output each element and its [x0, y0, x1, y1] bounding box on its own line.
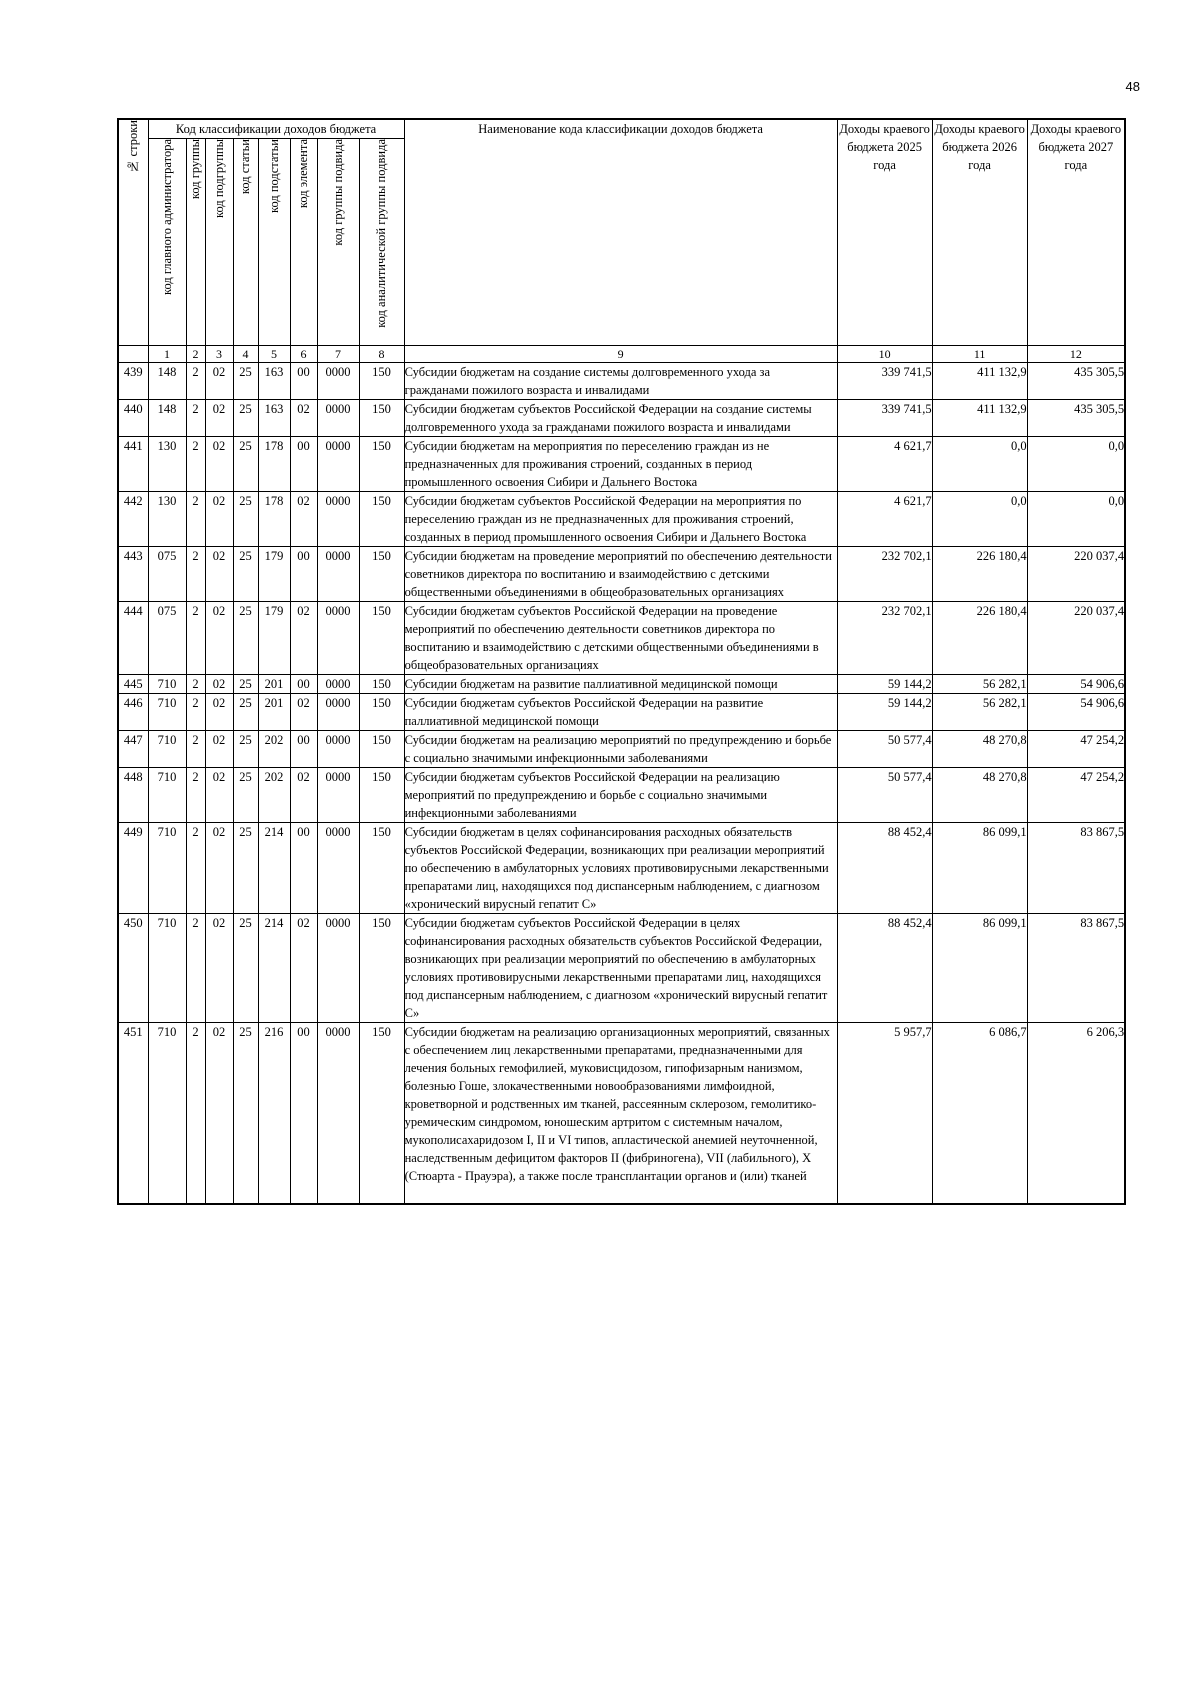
code-element: 02	[290, 492, 317, 547]
income-2026: 86 099,1	[932, 914, 1027, 1023]
code-subgroup: 02	[205, 1023, 233, 1205]
income-name: Субсидии бюджетам на создание системы долговременного ухода за гражданами пожилого возраста и инвалидами	[404, 363, 837, 400]
code-article: 25	[233, 437, 258, 492]
table-row	[118, 823, 1125, 914]
column-number-row	[118, 346, 1125, 363]
code-analytic-group: 150	[359, 363, 404, 400]
row-number: 449	[118, 823, 148, 914]
header-code-group-label: код группы	[188, 139, 202, 200]
row-number: 439	[118, 363, 148, 400]
column-number-empty	[118, 346, 148, 363]
code-analytic-group: 150	[359, 768, 404, 823]
code-subarticle: 163	[258, 400, 290, 437]
code-admin: 710	[148, 768, 186, 823]
budget-income-table	[117, 118, 1126, 1205]
income-2026: 0,0	[932, 437, 1027, 492]
code-element: 02	[290, 768, 317, 823]
code-group: 2	[186, 694, 205, 731]
code-element: 02	[290, 694, 317, 731]
table-row	[118, 731, 1125, 768]
code-subtype-group: 0000	[317, 914, 359, 1023]
code-element: 00	[290, 363, 317, 400]
income-2027: 220 037,4	[1027, 602, 1125, 675]
code-admin: 130	[148, 492, 186, 547]
code-subtype-group: 0000	[317, 1023, 359, 1205]
code-subarticle: 179	[258, 547, 290, 602]
code-subtype-group: 0000	[317, 363, 359, 400]
code-subtype-group: 0000	[317, 768, 359, 823]
column-number: 5	[258, 346, 290, 363]
code-article: 25	[233, 823, 258, 914]
header-code-article	[233, 139, 258, 346]
row-number: 443	[118, 547, 148, 602]
header-code-subtype-group-label: код группы подвида	[330, 139, 345, 246]
code-subarticle: 202	[258, 731, 290, 768]
income-2026: 86 099,1	[932, 823, 1027, 914]
header-row-no	[118, 119, 148, 346]
code-admin: 710	[148, 914, 186, 1023]
code-subgroup: 02	[205, 914, 233, 1023]
code-analytic-group: 150	[359, 694, 404, 731]
income-2027: 47 254,2	[1027, 731, 1125, 768]
table-row	[118, 914, 1125, 1023]
income-2026: 6 086,7	[932, 1023, 1027, 1205]
code-subtype-group: 0000	[317, 731, 359, 768]
income-name: Субсидии бюджетам на мероприятия по переселению граждан из не предназначенных для проживания строений, созданных в период промышленного освоения Сибири и Дальнего Востока	[404, 437, 837, 492]
code-subgroup: 02	[205, 602, 233, 675]
table-row	[118, 1023, 1125, 1205]
code-group: 2	[186, 768, 205, 823]
income-2025: 59 144,2	[837, 675, 932, 694]
header-row-group	[118, 119, 1125, 139]
header-name: Наименование кода классификации доходов бюджета	[404, 119, 837, 346]
code-subgroup: 02	[205, 547, 233, 602]
row-number: 442	[118, 492, 148, 547]
header-row-no-label: № строки	[125, 120, 140, 174]
code-subarticle: 214	[258, 823, 290, 914]
column-number: 11	[932, 346, 1027, 363]
header-code-admin-label: код главного администратора	[159, 139, 174, 295]
code-subtype-group: 0000	[317, 437, 359, 492]
column-number: 12	[1027, 346, 1125, 363]
income-name: Субсидии бюджетам субъектов Российской Федерации на создание системы долговременного ухода за гражданами пожилого возраста и инвалидами	[404, 400, 837, 437]
income-name: Субсидии бюджетам субъектов Российской Федерации на реализацию мероприятий по предупреждению и борьбе с социально значимыми инфекционными заболеваниями	[404, 768, 837, 823]
code-admin: 075	[148, 602, 186, 675]
code-subarticle: 202	[258, 768, 290, 823]
code-subtype-group: 0000	[317, 694, 359, 731]
code-subarticle: 201	[258, 675, 290, 694]
code-subgroup: 02	[205, 492, 233, 547]
code-subarticle: 216	[258, 1023, 290, 1205]
income-2026: 56 282,1	[932, 675, 1027, 694]
income-2027: 6 206,3	[1027, 1023, 1125, 1205]
income-2027: 54 906,6	[1027, 694, 1125, 731]
code-element: 00	[290, 731, 317, 768]
income-2027: 47 254,2	[1027, 768, 1125, 823]
income-name: Субсидии бюджетам субъектов Российской Федерации на развитие паллиативной медицинской помощи	[404, 694, 837, 731]
code-element: 00	[290, 547, 317, 602]
code-analytic-group: 150	[359, 914, 404, 1023]
income-2025: 232 702,1	[837, 547, 932, 602]
column-number: 4	[233, 346, 258, 363]
row-number: 448	[118, 768, 148, 823]
header-code-subarticle	[258, 139, 290, 346]
code-analytic-group: 150	[359, 437, 404, 492]
code-element: 00	[290, 823, 317, 914]
header-code-analytic-group-label: код аналитической группы подвида	[374, 139, 389, 328]
code-element: 00	[290, 1023, 317, 1205]
code-group: 2	[186, 437, 205, 492]
table-row	[118, 675, 1125, 694]
row-number: 451	[118, 1023, 148, 1205]
income-name: Субсидии бюджетам на проведение мероприятий по обеспечению деятельности советников директора по воспитанию и взаимодействию с детскими общественными объединениями в общеобразовательных организациях	[404, 547, 837, 602]
code-admin: 710	[148, 1023, 186, 1205]
header-code-article-label: код статьи	[238, 139, 252, 195]
income-2026: 411 132,9	[932, 400, 1027, 437]
income-2025: 88 452,4	[837, 914, 932, 1023]
income-2027: 0,0	[1027, 437, 1125, 492]
income-2025: 50 577,4	[837, 768, 932, 823]
income-2025: 339 741,5	[837, 400, 932, 437]
code-admin: 710	[148, 694, 186, 731]
income-2025: 50 577,4	[837, 731, 932, 768]
header-code-subtype-group	[317, 139, 359, 346]
income-2026: 56 282,1	[932, 694, 1027, 731]
header-code-group	[186, 139, 205, 346]
code-group: 2	[186, 363, 205, 400]
income-2027: 435 305,5	[1027, 400, 1125, 437]
code-group: 2	[186, 914, 205, 1023]
header-code-element-label: код элемента	[296, 139, 310, 209]
code-analytic-group: 150	[359, 1023, 404, 1205]
code-subtype-group: 0000	[317, 675, 359, 694]
code-group: 2	[186, 547, 205, 602]
table-row	[118, 602, 1125, 675]
code-article: 25	[233, 602, 258, 675]
column-number: 9	[404, 346, 837, 363]
code-subarticle: 178	[258, 492, 290, 547]
code-subtype-group: 0000	[317, 492, 359, 547]
income-2026: 48 270,8	[932, 731, 1027, 768]
income-2027: 54 906,6	[1027, 675, 1125, 694]
header-code-element	[290, 139, 317, 346]
income-2026: 411 132,9	[932, 363, 1027, 400]
code-subarticle: 214	[258, 914, 290, 1023]
code-article: 25	[233, 768, 258, 823]
header-code-subgroup-label: код подгруппы	[211, 139, 226, 218]
code-subarticle: 179	[258, 602, 290, 675]
code-subgroup: 02	[205, 768, 233, 823]
code-analytic-group: 150	[359, 731, 404, 768]
header-code-analytic-group	[359, 139, 404, 346]
code-group: 2	[186, 492, 205, 547]
header-year-2025: Доходы краевого бюджета 2025 года	[837, 119, 932, 346]
code-subgroup: 02	[205, 437, 233, 492]
table-row	[118, 363, 1125, 400]
code-analytic-group: 150	[359, 602, 404, 675]
code-admin: 148	[148, 363, 186, 400]
code-article: 25	[233, 694, 258, 731]
code-element: 00	[290, 437, 317, 492]
income-2026: 48 270,8	[932, 768, 1027, 823]
column-number: 6	[290, 346, 317, 363]
income-2025: 232 702,1	[837, 602, 932, 675]
code-article: 25	[233, 400, 258, 437]
code-article: 25	[233, 547, 258, 602]
code-admin: 130	[148, 437, 186, 492]
code-analytic-group: 150	[359, 675, 404, 694]
income-2027: 83 867,5	[1027, 914, 1125, 1023]
code-subgroup: 02	[205, 363, 233, 400]
column-number: 3	[205, 346, 233, 363]
code-analytic-group: 150	[359, 547, 404, 602]
code-subtype-group: 0000	[317, 602, 359, 675]
code-element: 02	[290, 914, 317, 1023]
code-subgroup: 02	[205, 694, 233, 731]
income-name: Субсидии бюджетам субъектов Российской Федерации на мероприятия по переселению граждан из не предназначенных для проживания строений, созданных в период промышленного освоения Сибири и Дальнего Востока	[404, 492, 837, 547]
income-2026: 226 180,4	[932, 602, 1027, 675]
table-row	[118, 694, 1125, 731]
code-group: 2	[186, 731, 205, 768]
income-name: Субсидии бюджетам на развитие паллиативной медицинской помощи	[404, 675, 837, 694]
code-element: 02	[290, 602, 317, 675]
code-element: 00	[290, 675, 317, 694]
income-2025: 4 621,7	[837, 437, 932, 492]
table-body	[118, 363, 1125, 1205]
header-code-subarticle-label: код подстатьи	[266, 139, 281, 213]
code-subtype-group: 0000	[317, 823, 359, 914]
income-2025: 4 621,7	[837, 492, 932, 547]
code-article: 25	[233, 675, 258, 694]
code-group: 2	[186, 400, 205, 437]
income-name: Субсидии бюджетам на реализацию организационных мероприятий, связанных с обеспечением лиц лекарственными препаратами, предназначенными для лечения больных гемофилией, муковисцидозом, гипофизарным нанизмом, болезнью Гоше, злокачественными новообразованиями лимфоидной, кроветворной и родственных им тканей, рассеянным склерозом, гемолитико-уремическим синдромом, юношеским артритом с системным началом, мукополисахаридозом I, II и VI типов, апластической анемией неуточненной, наследственным дефицитом факторов II (фибриногена), VII (лабильного), X (Стюарта - Прауэра), а также после трансплантации органов и (или) тканей	[404, 1023, 837, 1205]
header-year-2026: Доходы краевого бюджета 2026 года	[932, 119, 1027, 346]
row-number: 441	[118, 437, 148, 492]
code-group: 2	[186, 675, 205, 694]
row-number: 446	[118, 694, 148, 731]
row-number: 440	[118, 400, 148, 437]
code-subgroup: 02	[205, 731, 233, 768]
code-subgroup: 02	[205, 400, 233, 437]
code-element: 02	[290, 400, 317, 437]
code-subgroup: 02	[205, 675, 233, 694]
income-2025: 5 957,7	[837, 1023, 932, 1205]
code-admin: 148	[148, 400, 186, 437]
income-2027: 435 305,5	[1027, 363, 1125, 400]
row-number: 445	[118, 675, 148, 694]
column-number: 2	[186, 346, 205, 363]
code-article: 25	[233, 914, 258, 1023]
table-row	[118, 547, 1125, 602]
code-admin: 710	[148, 731, 186, 768]
table-row	[118, 437, 1125, 492]
code-subarticle: 178	[258, 437, 290, 492]
header-code-subgroup	[205, 139, 233, 346]
column-number: 8	[359, 346, 404, 363]
page-number: 48	[1125, 79, 1140, 94]
income-name: Субсидии бюджетам на реализацию мероприятий по предупреждению и борьбе с социально значимыми инфекционными заболеваниями	[404, 731, 837, 768]
code-subarticle: 163	[258, 363, 290, 400]
code-analytic-group: 150	[359, 400, 404, 437]
table-row	[118, 768, 1125, 823]
column-number: 7	[317, 346, 359, 363]
code-admin: 710	[148, 823, 186, 914]
row-number: 450	[118, 914, 148, 1023]
income-2026: 0,0	[932, 492, 1027, 547]
code-group: 2	[186, 1023, 205, 1205]
code-article: 25	[233, 363, 258, 400]
code-group: 2	[186, 602, 205, 675]
code-subtype-group: 0000	[317, 400, 359, 437]
income-name: Субсидии бюджетам субъектов Российской Федерации в целях софинансирования расходных обязательств субъектов Российской Федерации, возникающих при реализации мероприятий по обеспечению в амбулаторных условиях противовирусными лекарственными препаратами лиц, находящихся под диспансерным наблюдением, с диагнозом «хронический вирусный гепатит С»	[404, 914, 837, 1023]
income-2025: 88 452,4	[837, 823, 932, 914]
income-name: Субсидии бюджетам субъектов Российской Федерации на проведение мероприятий по обеспечению деятельности советников директора по воспитанию и взаимодействию с детскими общественными объединениями в общеобразовательных организациях	[404, 602, 837, 675]
income-name: Субсидии бюджетам в целях софинансирования расходных обязательств субъектов Российской Федерации, возникающих при реализации мероприятий по обеспечению в амбулаторных условиях противовирусными лекарственными препаратами лиц, находящихся под диспансерным наблюдением, с диагнозом «хронический вирусный гепатит С»	[404, 823, 837, 914]
income-2025: 59 144,2	[837, 694, 932, 731]
income-2027: 83 867,5	[1027, 823, 1125, 914]
table-row	[118, 492, 1125, 547]
code-analytic-group: 150	[359, 492, 404, 547]
column-number: 10	[837, 346, 932, 363]
code-article: 25	[233, 1023, 258, 1205]
code-subtype-group: 0000	[317, 547, 359, 602]
code-admin: 710	[148, 675, 186, 694]
header-year-2027: Доходы краевого бюджета 2027 года	[1027, 119, 1125, 346]
row-number: 444	[118, 602, 148, 675]
column-number: 1	[148, 346, 186, 363]
header-code-admin	[148, 139, 186, 346]
code-admin: 075	[148, 547, 186, 602]
income-2027: 0,0	[1027, 492, 1125, 547]
income-2025: 339 741,5	[837, 363, 932, 400]
code-subgroup: 02	[205, 823, 233, 914]
code-subarticle: 201	[258, 694, 290, 731]
header-group-title: Код классификации доходов бюджета	[148, 119, 404, 139]
code-article: 25	[233, 492, 258, 547]
income-2027: 220 037,4	[1027, 547, 1125, 602]
code-article: 25	[233, 731, 258, 768]
code-group: 2	[186, 823, 205, 914]
row-number: 447	[118, 731, 148, 768]
table-row	[118, 400, 1125, 437]
income-2026: 226 180,4	[932, 547, 1027, 602]
code-analytic-group: 150	[359, 823, 404, 914]
